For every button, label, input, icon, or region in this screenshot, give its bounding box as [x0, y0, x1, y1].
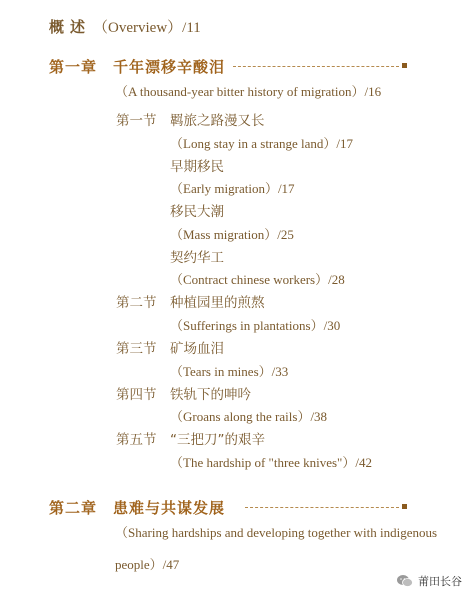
section-1-1-number: 第一节	[116, 113, 157, 129]
section-1-1	[116, 109, 265, 129]
watermark	[396, 573, 462, 589]
subsection-contract-workers: 契约华工	[170, 250, 224, 266]
section-1-4-english: （Groans along the rails）/38	[170, 409, 328, 424]
chapter-1-english: （A thousand-year bitter history of migration）/16	[115, 84, 382, 99]
section-1-4	[116, 383, 251, 403]
section-1-5-title: “三把刀”的艰辛	[170, 432, 265, 448]
section-1-2-english: （Sufferings in plantations）/30	[170, 318, 341, 333]
section-1-5-number: 第五节	[116, 432, 157, 448]
section-1-5-english: （The hardship of "three knives"）/42	[170, 455, 372, 470]
chapter-2-title: 患难与共谋发展	[113, 499, 226, 517]
subsection-early-migration: 早期移民	[170, 159, 224, 175]
chapter-2-english-line-1: （Sharing hardships and developing together with indigenous	[115, 525, 438, 540]
section-1-4-title: 铁轨下的呻吟	[170, 387, 251, 403]
section-1-2	[116, 291, 265, 311]
section-1-2-number: 第二节	[116, 295, 157, 311]
chapter-2-heading	[49, 497, 225, 518]
chapter-1-heading	[49, 56, 225, 77]
subsection-early-migration-english: （Early migration）/17	[170, 181, 295, 196]
chapter-2-english-line-2: people）/47	[115, 557, 180, 572]
section-1-1-english: （Long stay in a strange land）/17	[170, 136, 354, 151]
chapter-1-leader	[233, 66, 399, 67]
section-1-1-title: 羁旅之路漫又长	[170, 113, 265, 129]
section-1-3-title: 矿场血泪	[170, 341, 224, 357]
subsection-contract-workers-english: （Contract chinese workers）/28	[170, 272, 345, 287]
overview-entry	[49, 16, 201, 37]
overview-title: 概述	[49, 18, 92, 36]
chapter-2-end-marker	[402, 504, 407, 509]
section-1-5	[116, 428, 265, 448]
chapter-1-number: 第一章	[49, 58, 98, 76]
section-1-3-english: （Tears in mines）/33	[170, 364, 289, 379]
chapter-2-leader	[245, 507, 399, 508]
section-1-4-number: 第四节	[116, 387, 157, 403]
subsection-mass-migration-english: （Mass migration）/25	[170, 227, 294, 242]
wechat-icon	[396, 574, 414, 588]
chapter-1-end-marker	[402, 63, 407, 68]
overview-english: （Overview）/11	[93, 20, 201, 36]
chapter-1-title: 千年漂移辛酸泪	[113, 58, 226, 76]
section-1-3-number: 第三节	[116, 341, 157, 357]
section-1-3	[116, 337, 224, 357]
subsection-mass-migration: 移民大潮	[170, 204, 224, 220]
section-1-2-title: 种植园里的煎熬	[170, 295, 265, 311]
watermark-text: 莆田长谷	[418, 575, 462, 588]
chapter-2-number: 第二章	[49, 499, 98, 517]
